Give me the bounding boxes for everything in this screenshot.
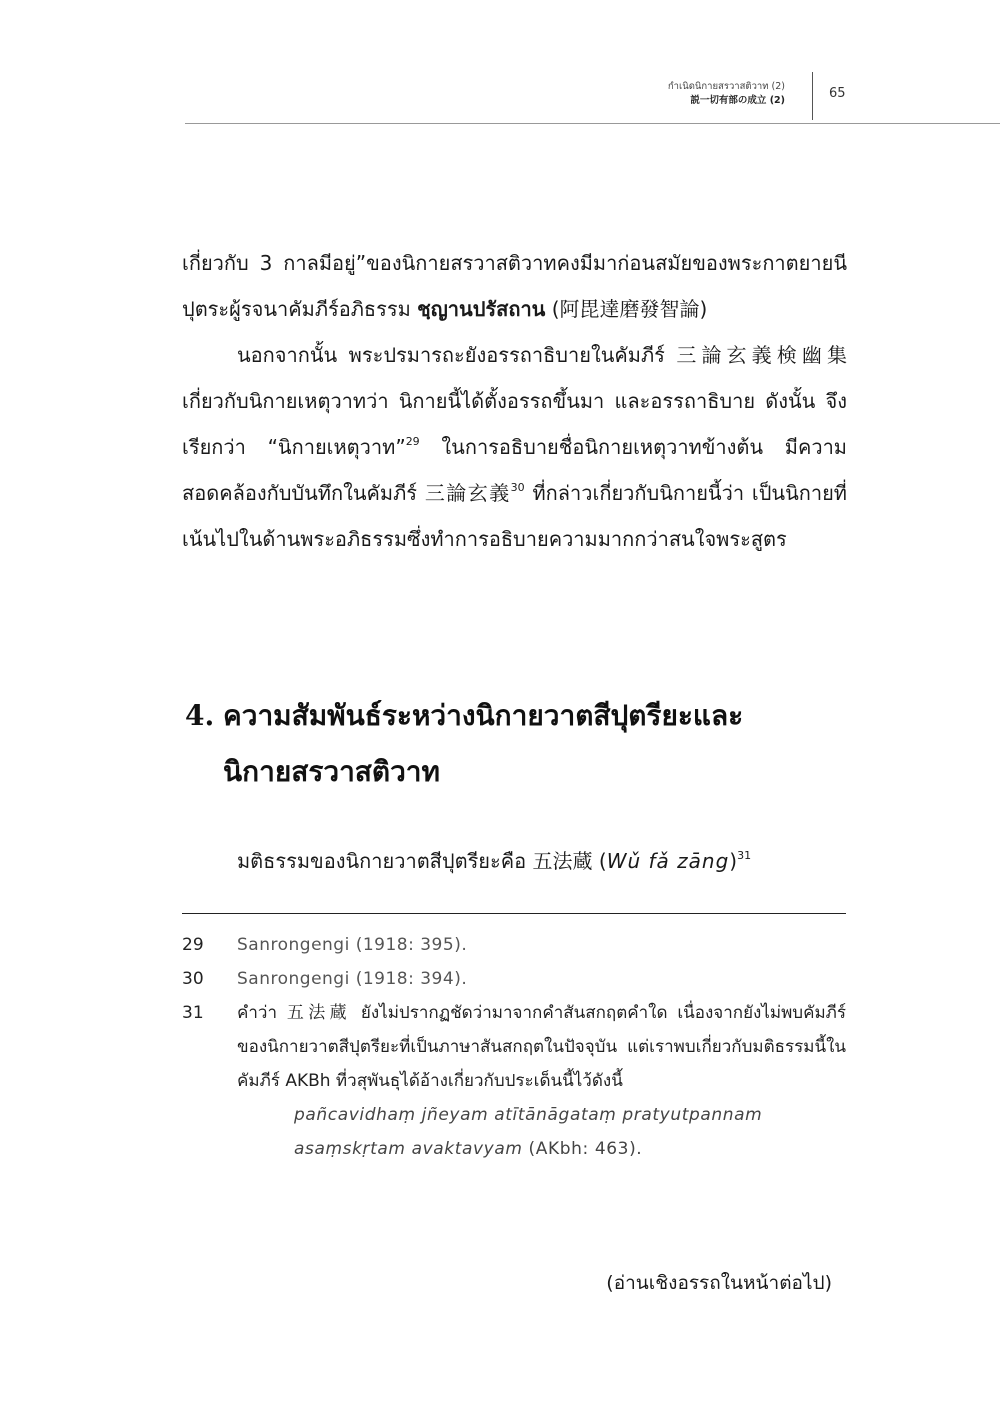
running-head xyxy=(385,80,785,108)
sanskrit-quote xyxy=(294,1098,846,1166)
footnote-30 xyxy=(182,962,846,996)
header-divider xyxy=(812,72,813,120)
quote-citation: (AKbh: 463). xyxy=(522,1139,643,1159)
paragraph-3: มติธรรมของนิกายวาตสีปุตรียะคือ 五法蔵 (Wǔ fǎ zāng)$^{31}$ xyxy=(237,849,752,873)
footnote-rule xyxy=(182,913,846,914)
paragraph-1: เกี่ยวกับ 3 กาลมีอยู่”ของนิกายสรวาสติวาทคงมีมาก่อนสมัยของพระกาตยายนีปุตระผู้รจนาคัมภีร์อภิธรรม ชฺญานปรัสถาน (阿毘達磨發智論) xyxy=(182,251,847,321)
footnote-number: 29 xyxy=(182,935,204,955)
footnote-number: 30 xyxy=(182,969,204,989)
footnote-number: 31 xyxy=(182,1003,204,1023)
footnotes xyxy=(182,928,846,1166)
footnote-ref-30[interactable]: 30 xyxy=(510,481,525,494)
quote-line-2: asaṃskṛtam avaktavyam xyxy=(294,1139,523,1159)
transliteration: Wǔ fǎ zāng xyxy=(606,849,730,873)
section-title-line1: ความสัมพันธ์ระหว่างนิกายวาตสีปุตรียะและ xyxy=(223,699,744,732)
running-head-thai: กำเนิดนิกายสรวาสติวาท (2) xyxy=(667,81,785,92)
page-number: 65 xyxy=(829,86,846,101)
section-heading xyxy=(185,688,845,800)
body-text xyxy=(182,240,847,562)
section-number: 4. xyxy=(185,699,215,732)
footnote-ref-29[interactable]: 29 xyxy=(405,435,420,448)
running-head-japanese: 説一切有部の成立 (2) xyxy=(690,95,785,106)
footnote-text: คำว่า 五法蔵 ยังไม่ปรากฏชัดว่ามาจากคำสันสกฤตคำใด เนื่องจากยังไม่พบคัมภีร์ของนิกายวาตสีปุตรียะที่เป็นภาษาสันสกฤตในปัจจุบัน แต่เราพบเกี่ยวกับมติธรรมนี้ในคัมภีร์ AKBh ที่วสุพันธุได้อ้างเกี่ยวกับประเด็นนี้ไว้ดังนี้ xyxy=(237,1003,846,1091)
footnote-29 xyxy=(182,928,846,962)
paragraph-2: นอกจากนั้น พระปรมารถะยังอรรถาธิบายในคัมภีร์ 三論玄義検幽集 เกี่ยวกับนิกายเหตุวาทว่า นิกายนี้ได้ตั้งอรรถขึ้นมา และอรรถาธิบาย ดังนั้น จึงเรียกว่า “นิกายเหตุวาท”$^{29}$ ในการอธิบายชื่อนิกายเหตุวาทข้างต้น มีความสอดคล้องกับบันทึกในคัมภีร์ 三論玄義$^{30}$ ที่กล่าวเกี่ยวกับนิกายนี้ว่า เป็นนิกายที่เน้นไปในด้านพระอภิธรรมซึ่งทำการอธิบายความมากกว่าสนใจพระสูตร xyxy=(182,343,847,551)
term-jnanaprasthana: ชฺญานปรัสถาน xyxy=(417,297,546,321)
footnote-text: Sanrongengi (1918: 395). xyxy=(237,935,468,955)
quote-line-1: pañcavidhaṃ jñeyam atītānāgataṃ pratyutpannam xyxy=(294,1105,763,1125)
continued-note: (อ่านเชิงอรรถในหน้าต่อไป) xyxy=(606,1272,832,1294)
footnote-31 xyxy=(182,996,846,1098)
section-title-line2: นิกายสรวาสติวาท xyxy=(223,755,440,788)
footnote-text: Sanrongengi (1918: 394). xyxy=(237,969,468,989)
header-rule xyxy=(185,123,1000,124)
footnote-ref-31[interactable]: 31 xyxy=(737,849,752,862)
